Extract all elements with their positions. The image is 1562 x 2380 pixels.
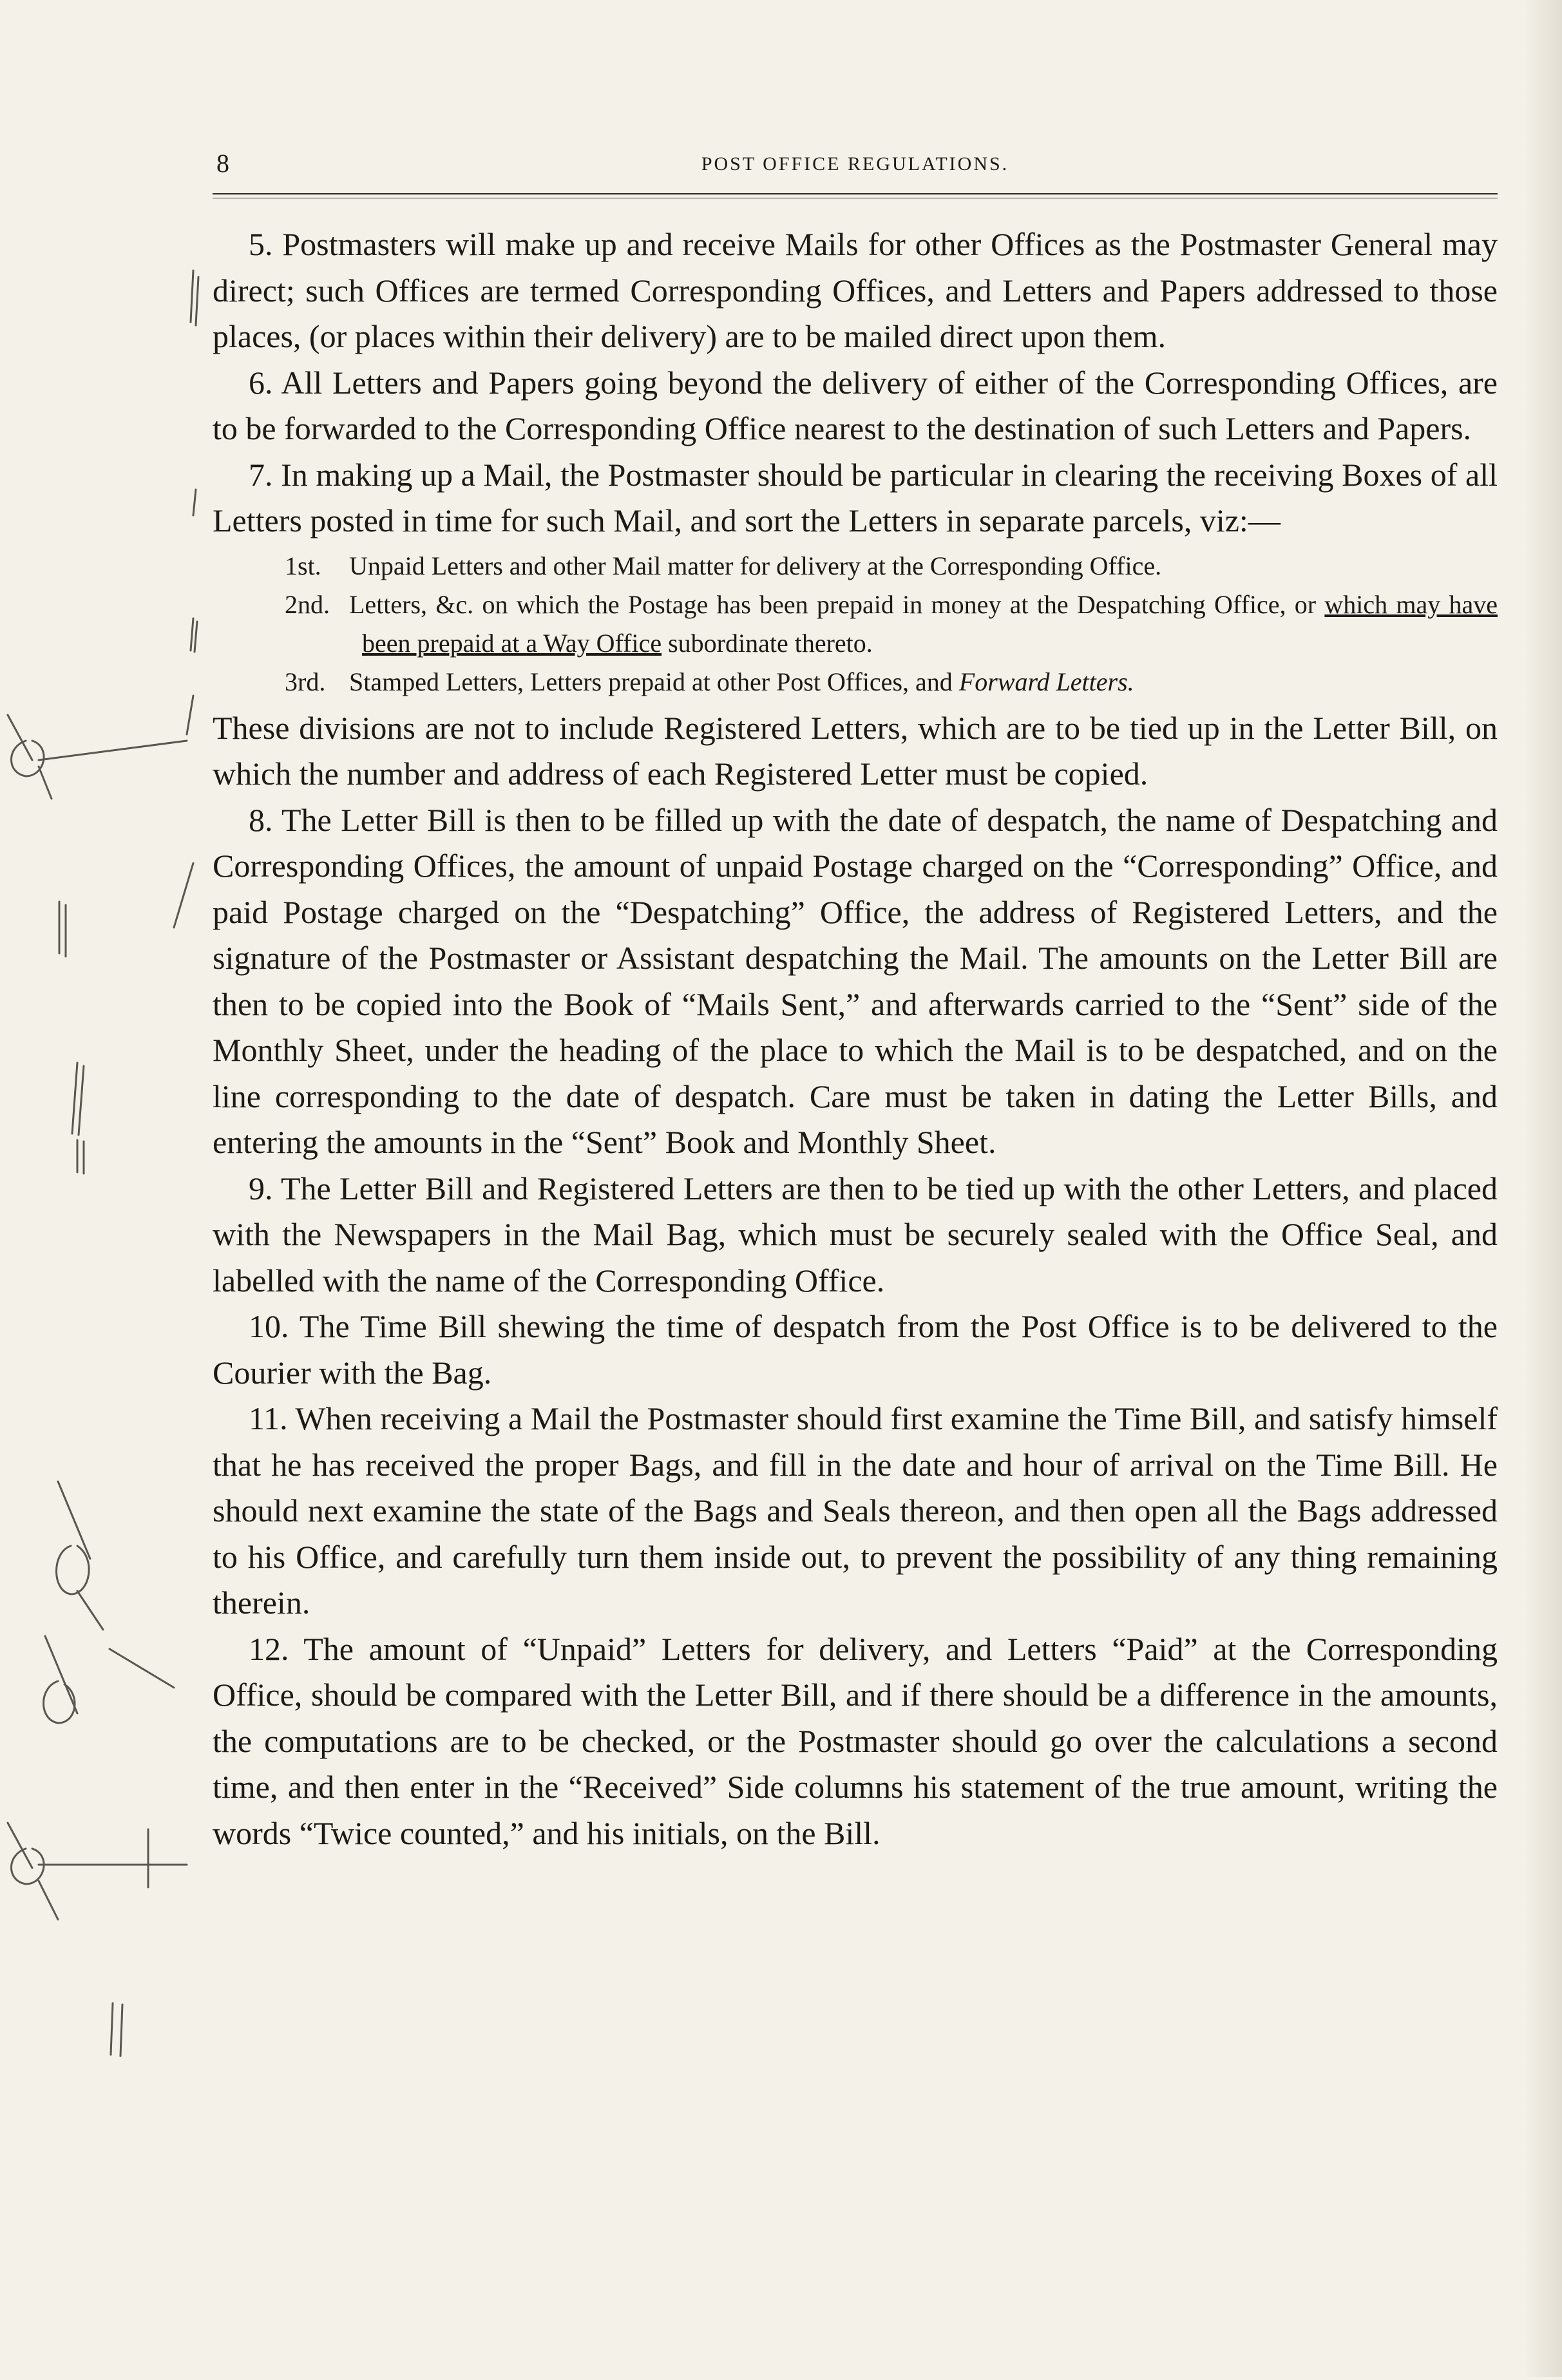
paragraph-11: 11. When receiving a Mail the Postmaster should first examine the Time Bill, and satisfy himself that he has received the proper Bags, and fill in the date and hour of arrival on the Time Bill. He should next examine the state of the Bags and Seals thereon, and then open all the Bags addressed to his Office, and carefully turn them inside out, to prevent the possibility of any thing remaining therein. [213,1400,1498,1621]
underlined-text: which may have been prepaid at a Way Office [362,589,1498,658]
running-head: POST OFFICE REGULATIONS. [701,153,1009,175]
italic-text: Forward Letters. [958,667,1134,696]
list-item-text: Stamped Letters, Letters prepaid at other Post Offices, and [349,667,959,696]
paragraph-8: 8. The Letter Bill is then to be filled up with the date of despatch, the name of Despatching and Corresponding Offices, the amount of unpaid Postage charged on the “Corresponding” Office, and paid Postage charged on the “Despatching” Office, the address of Registered Letters, and the signature of the Postmaster or Assistant despatching the Mail. The amounts on the Letter Bill are then to be copied into the Book of “Mails Sent,” and afterwards carried to the “Sent” side of the Monthly Sheet, under the heading of the place to which the Mail is to be despatched, and on the line corresponding to the date of despatch. Care must be taken in dating the Letter Bills, and entering the amounts in the “Sent” Book and Monthly Sheet. [213,801,1498,1160]
list-item [249,585,1498,663]
pencil-annotations [0,0,213,2377]
list-item-number: 3rd. [285,667,326,696]
paragraph-7: 7. In making up a Mail, the Postmaster should be particular in clearing the receiving Boxes of all Letters posted in time for such Mail, and sort the Letters in separate parcels, viz:— [213,456,1498,538]
document-page [213,142,1498,1856]
header-rule [213,193,1498,198]
sorting-list [213,547,1498,701]
paragraph-10: 10. The Time Bill shewing the time of despatch from the Post Office is to be delivered to the Courier with the Bag. [213,1308,1498,1391]
paragraph-7-continued: These divisions are not to include Registered Letters, which are to be tied up in the Letter Bill, on which the number and address of each Registered Letter must be copied. [213,709,1498,792]
list-item-number: 2nd. [285,589,330,619]
paragraph-6: 6. All Letters and Papers going beyond the delivery of either of the Corresponding Offices, are to be forwarded to the Corresponding Office nearest to the destination of such Letters and Papers. [213,364,1498,446]
list-item [249,663,1498,701]
paragraph-9: 9. The Letter Bill and Registered Letters are then to be tied up with the other Letters, and placed with the Newspapers in the Mail Bag, which must be securely sealed with the Office Seal, and labelled with the name of the Corresponding Office. [213,1170,1498,1299]
handwritten-margin-marks [0,0,213,2377]
list-item-text: Unpaid Letters and other Mail matter for delivery at the Corresponding Office. [349,551,1162,580]
list-item-text-end: subordinate thereto. [662,628,873,658]
paragraph-5: 5. Postmasters will make up and receive Mails for other Offices as the Postmaster General may direct; such Offices are termed Corresponding Offices, and Letters and Papers addressed to those places, (or places within their delivery) are to be mailed direct upon them. [213,226,1498,354]
page-header [213,142,1498,187]
list-item-text: Letters, &c. on which the Postage has been prepaid in money at the Despatching Office, or [349,589,1325,619]
page-edge-shadow [1523,0,1562,2377]
list-item-number: 1st. [285,551,321,580]
list-item [249,547,1498,585]
paragraph-12: 12. The amount of “Unpaid” Letters for delivery, and Letters “Paid” at the Corresponding Office, should be compared with the Letter Bill, and if there should be a difference in the amounts, the computations are to be checked, or the Postmaster should go over the calculations a second time, and then enter in the “Received” Side columns his statement of the true amount, writing the words “Twice counted,” and his initials, on the Bill. [213,1630,1498,1851]
page-number: 8 [216,149,231,178]
